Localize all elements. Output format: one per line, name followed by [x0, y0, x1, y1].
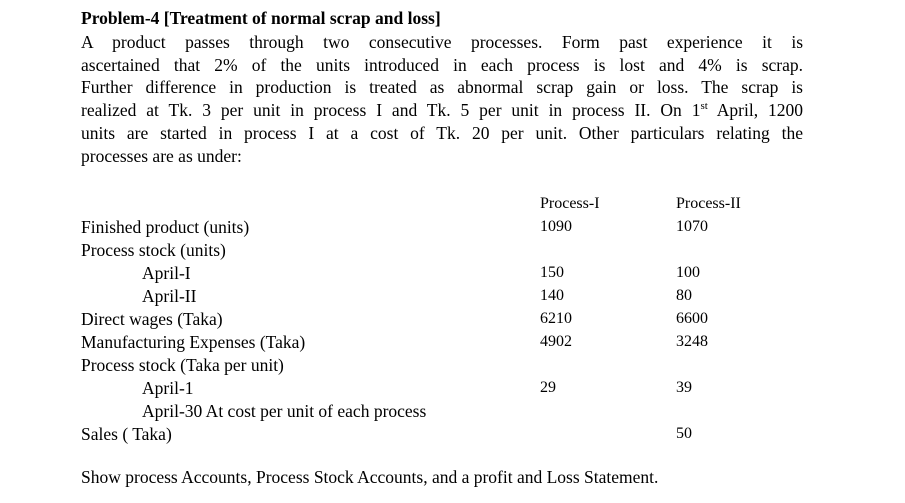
row-label: Process stock (units) [81, 240, 226, 260]
row-value-process-1: 4902 [540, 333, 572, 350]
row-label: April-1 [142, 378, 194, 398]
row-value-process-1: 6210 [540, 310, 572, 327]
table-row [0, 240, 905, 263]
row-value-process-2: 100 [676, 264, 700, 281]
paragraph-line-2: ascertained that 2% of the units introduced in each process is lost and 4% is scrap. [81, 54, 803, 75]
header-process-2: Process-II [676, 195, 741, 212]
row-value-process-2: 3248 [676, 333, 708, 350]
paragraph-line-3: Further difference in production is treated as abnormal scrap gain or loss. The scrap is [81, 77, 803, 98]
table-row [0, 286, 905, 309]
table-row [0, 424, 905, 447]
row-value-process-2: 6600 [676, 310, 708, 327]
problem-paragraph [81, 31, 803, 167]
paragraph-line-4-head: realized at Tk. 3 per unit in process I and Tk. 5 per unit in process II. On 1 [81, 100, 701, 121]
paragraph-line-6: processes are as under: [81, 145, 242, 166]
paragraph-line-4 [81, 99, 803, 122]
row-value-process-2: 1070 [676, 218, 708, 235]
row-value-process-2: 39 [676, 379, 692, 396]
table-row [0, 378, 905, 401]
row-value-process-1: 150 [540, 264, 564, 281]
row-value-process-2: 80 [676, 287, 692, 304]
row-value-process-1: 140 [540, 287, 564, 304]
instruction-text: Show process Accounts, Process Stock Accounts, and a profit and Loss Statement. [81, 467, 659, 487]
paragraph-line-4-tail: April, 1200 [707, 100, 803, 121]
row-label: Sales ( Taka) [81, 424, 172, 444]
table-row [0, 332, 905, 355]
row-label: Finished product (units) [81, 217, 250, 237]
table-row [0, 217, 905, 240]
ordinal-suffix: st [700, 100, 708, 113]
row-label: Process stock (Taka per unit) [81, 355, 284, 375]
row-value-process-1: 1090 [540, 218, 572, 235]
row-label: April-II [142, 286, 197, 306]
problem-title: Problem-4 [Treatment of normal scrap and loss] [81, 8, 441, 28]
row-label: Manufacturing Expenses (Taka) [81, 332, 306, 352]
table-header-row [0, 194, 905, 217]
row-label: April-30 At cost per unit of each process [142, 401, 427, 421]
table-row [0, 309, 905, 332]
table-row [0, 355, 905, 378]
table-row [0, 401, 905, 424]
row-label: April-I [142, 263, 191, 283]
header-process-1: Process-I [540, 195, 600, 212]
paragraph-line-5: units are started in process I at a cost of Tk. 20 per unit. Other particulars relating the [81, 122, 803, 143]
row-label: Direct wages (Taka) [81, 309, 223, 329]
row-value-process-2: 50 [676, 425, 692, 442]
paragraph-line-1: A product passes through two consecutive processes. Form past experience it is [81, 32, 803, 52]
row-value-process-1: 29 [540, 379, 556, 396]
table-row [0, 263, 905, 286]
